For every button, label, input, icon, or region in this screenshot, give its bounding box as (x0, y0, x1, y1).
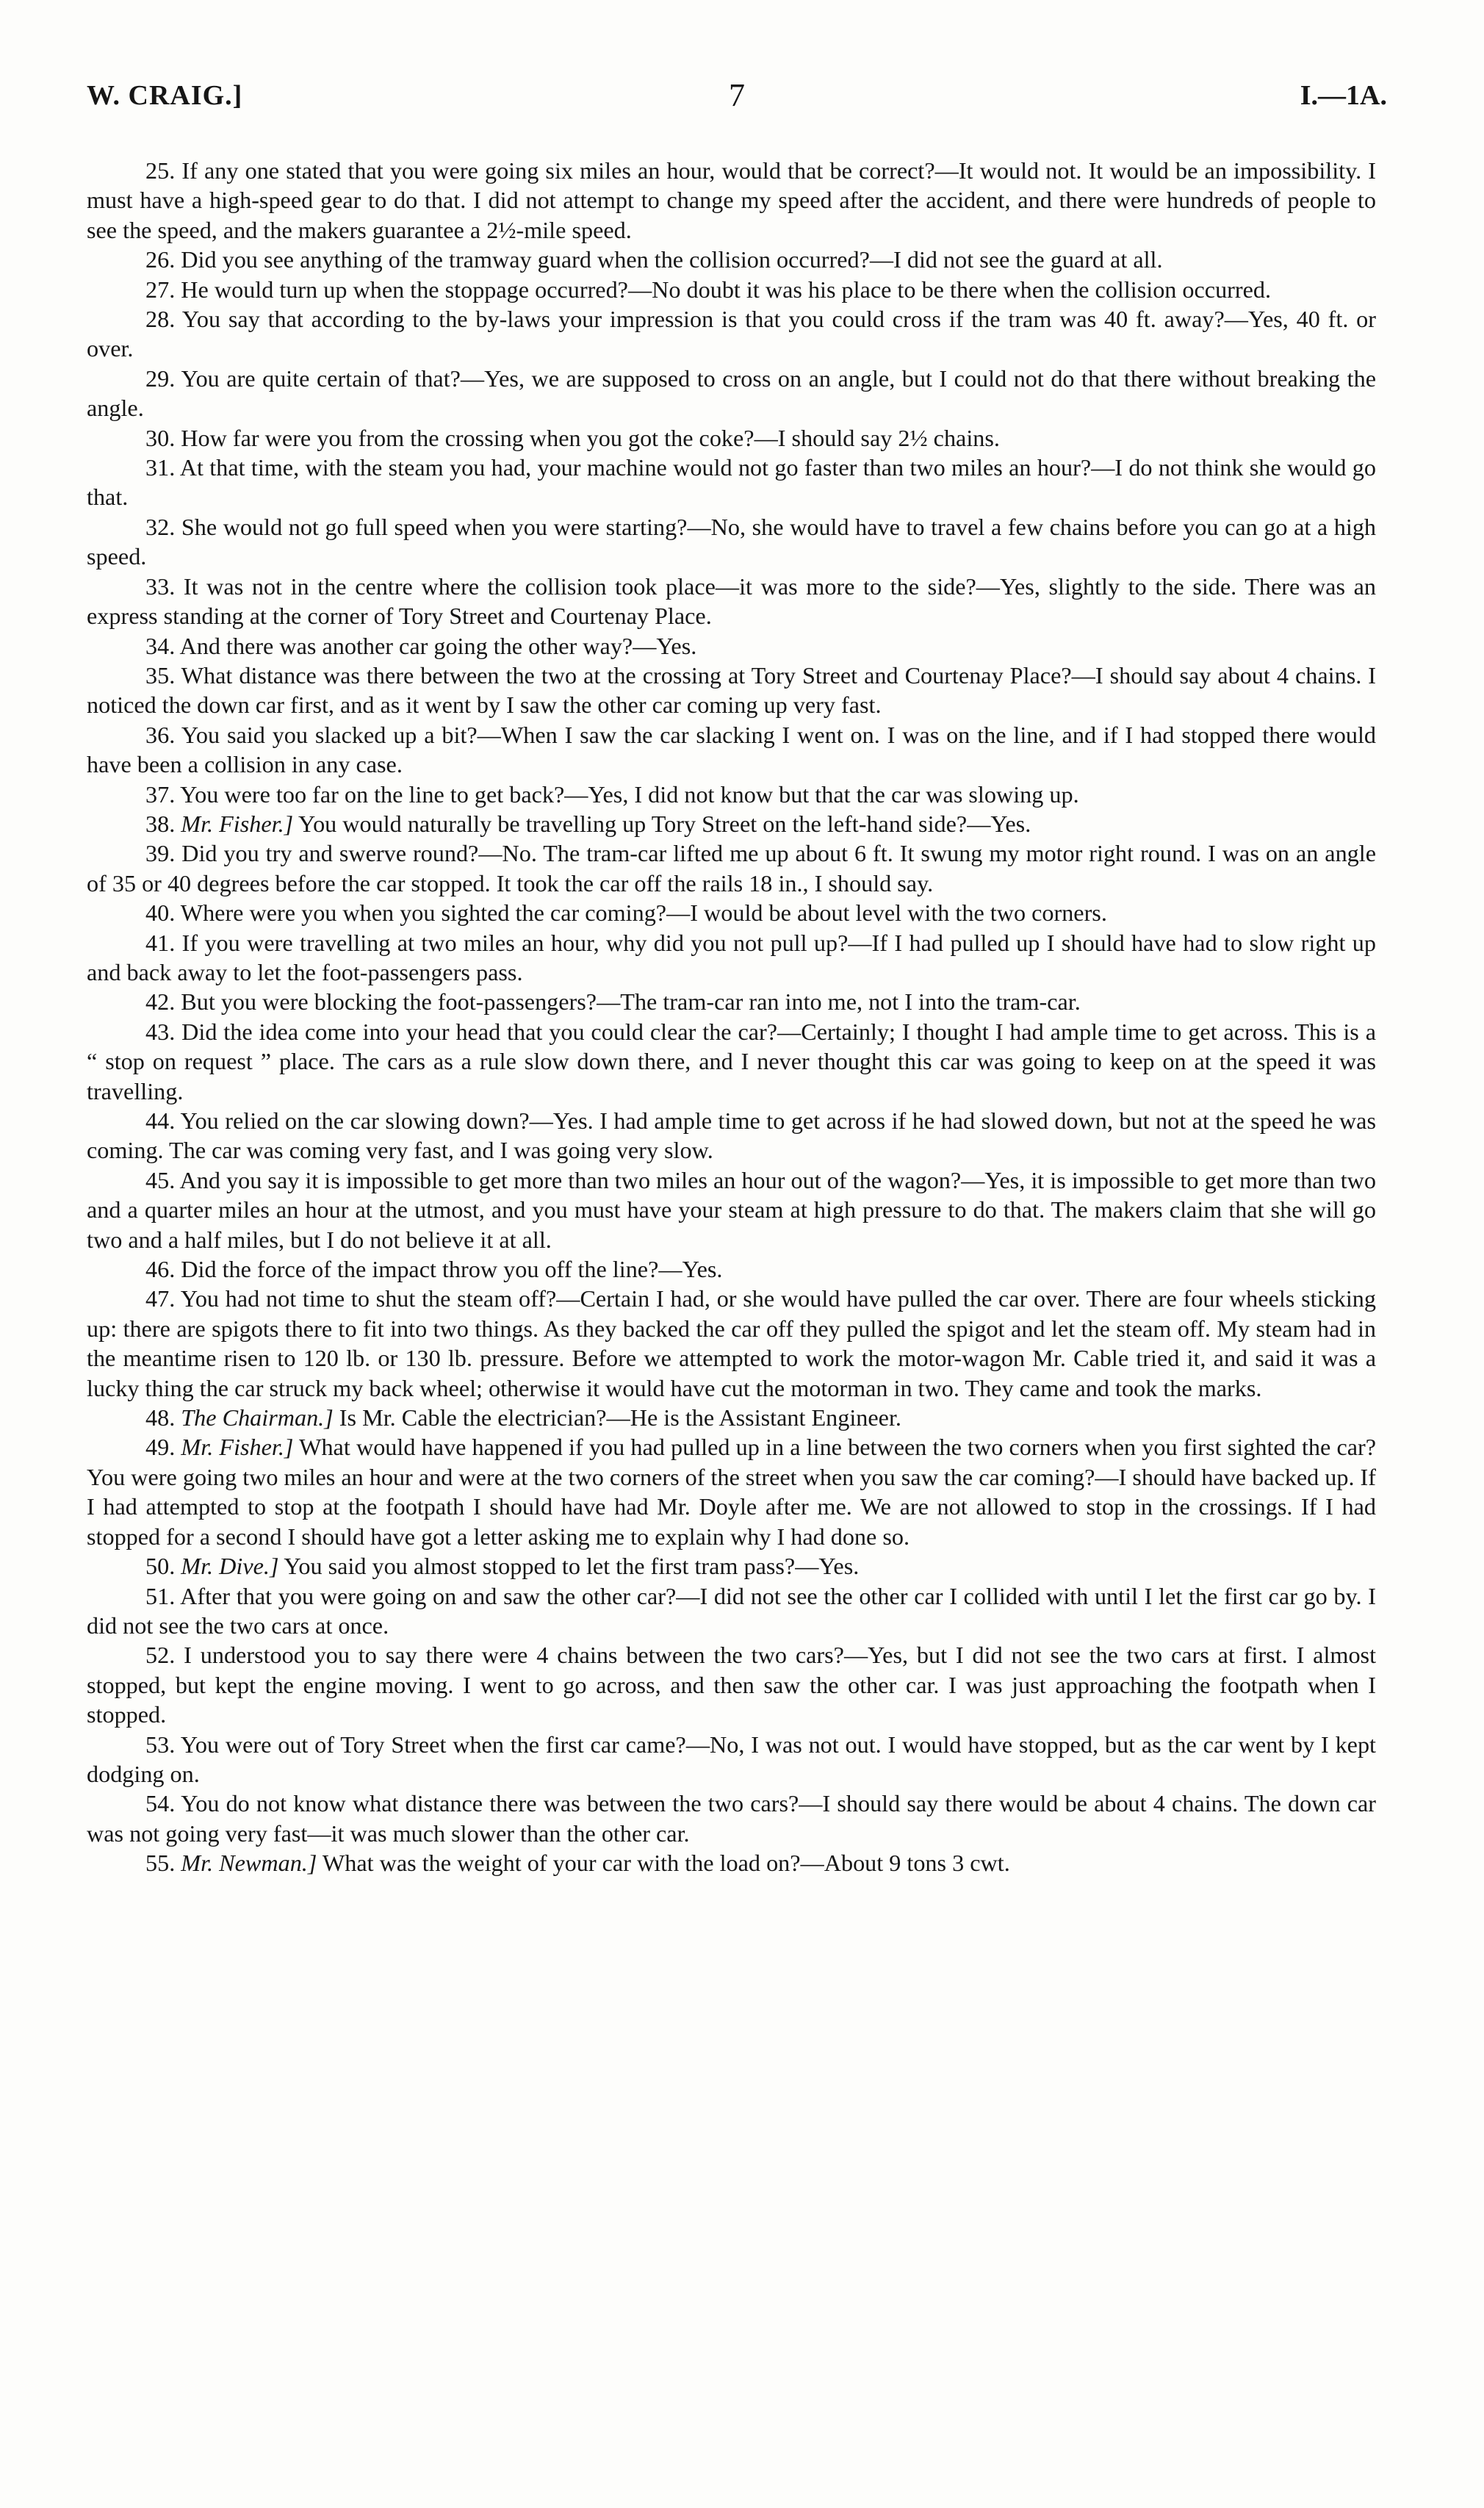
question-answer-text: And you say it is impossible to get more than two miles an hour out of the wagon?—Yes, it is impossible to get more than two and a quarter miles an hour at the utmost, and you must have your steam at high pressure to do that. The makers claim that she will go two and a half miles, but I do not believe it at all. (87, 1166, 1376, 1253)
question-answer-text: But you were blocking the foot-passengers?—The tram-car ran into me, not I into the tram-car. (181, 988, 1081, 1016)
question-number: 30. (145, 424, 176, 451)
question-answer-text: I understood you to say there were 4 chains between the two cars?—Yes, but I did not see the two cars at first. I almost stopped, but kept the engine moving. I went to go across, and then saw the other car. I was just approaching the footpath when I stopped. (87, 1642, 1377, 1728)
question-answer-text: If you were travelling at two miles an hour, why did you not pull up?—If I had pulled up I should have had to slow right up and back away to let the foot-passengers pass. (87, 929, 1376, 985)
question-number: 47. (145, 1285, 176, 1312)
question-answer-text: After that you were going on and saw the other car?—I did not see the other car I collided with until I let the first car go by. I did not see the two cars at once. (87, 1582, 1376, 1639)
question-paragraph (87, 838, 1376, 898)
question-answer-text: Did you try and swerve round?—No. The tram-car lifted me up about 6 ft. It swung my motor right round. I was on an angle of 35 or 40 degrees before the car stopped. It took the car off the rails 18 in., I should say. (87, 840, 1377, 897)
question-number: 37. (145, 780, 176, 808)
question-paragraph (87, 512, 1376, 572)
question-paragraph (87, 631, 1376, 661)
question-number: 48. (145, 1404, 176, 1431)
question-number: 50. (145, 1553, 176, 1580)
question-paragraph (87, 780, 1376, 809)
question-answer-text: You said you almost stopped to let the first tram pass?—Yes. (284, 1553, 860, 1580)
header-reference: I.—1A. (1300, 80, 1387, 111)
question-number: 53. (145, 1731, 176, 1758)
question-number: 43. (145, 1018, 176, 1045)
question-number: 41. (145, 929, 176, 956)
speaker-name: The Chairman.] (181, 1404, 334, 1431)
question-number: 38. (145, 810, 176, 837)
question-paragraph (87, 1551, 1376, 1581)
question-answer-text: What distance was there between the two at the crossing at Tory Street and Courtenay Place?—I should say about 4 chains. I noticed the down car first, and as it went by I saw the other car coming up very fast. (87, 661, 1376, 719)
question-number: 31. (145, 454, 176, 481)
question-answer-text: She would not go full speed when you were starting?—No, she would have to travel a few chains before you can go at a high speed. (87, 513, 1377, 570)
question-paragraph (87, 453, 1376, 512)
question-number: 49. (145, 1434, 176, 1461)
question-paragraph (87, 661, 1376, 720)
question-paragraph (87, 987, 1376, 1016)
question-paragraph (87, 1106, 1376, 1165)
speaker-name: Mr. Fisher.] (181, 1434, 294, 1461)
question-answer-text: And there was another car going the other way?—Yes. (179, 632, 697, 659)
question-answer-text: You say that according to the by-laws your impression is that you could cross if the tram was 40 ft. away?—Yes, 40 ft. or over. (87, 306, 1376, 362)
question-number: 32. (145, 513, 176, 540)
question-paragraph (87, 572, 1376, 631)
question-number: 34. (145, 632, 176, 659)
question-paragraph (87, 898, 1376, 927)
question-number: 25. (145, 157, 176, 184)
question-paragraph (87, 1284, 1376, 1403)
header-witness: W. CRAIG.] (87, 80, 243, 111)
question-paragraph (87, 275, 1376, 304)
question-paragraph (87, 364, 1376, 423)
speaker-name: Mr. Fisher.] (181, 810, 294, 837)
question-answer-text: What would have happened if you had pulled up in a line between the two corners when you first sighted the car? You were going two miles an hour and were at the two corners of the street when you saw the car coming?—I should have backed up. If I had attempted to stop at the footpath I should have had Mr. Doyle after me. We are not allowed to stop in the crossings. If I had stopped for a second I should have got a letter asking me to explain why I had done so. (87, 1434, 1377, 1550)
question-paragraph (87, 928, 1376, 988)
question-answer-text: You said you slacked up a bit?—When I saw the car slacking I went on. I was on the line, and if I had stopped there would have been a collision in any case. (87, 721, 1376, 778)
question-answer-text: Did you see anything of the tramway guard when the collision occurred?—I did not see the guard at all. (181, 246, 1163, 273)
question-answer-text: How far were you from the crossing when you got the coke?—I should say 2½ chains. (181, 424, 1000, 451)
question-paragraph (87, 1254, 1376, 1284)
question-number: 51. (145, 1582, 176, 1609)
question-answer-text: It was not in the centre where the collision took place—it was more to the side?—Yes, slightly to the side. There was an express standing at the corner of Tory Street and Courtenay Place. (87, 572, 1377, 630)
question-answer-text: You are quite certain of that?—Yes, we are supposed to cross on an angle, but I could not do that there without breaking the angle. (87, 364, 1376, 422)
question-paragraph (87, 1848, 1376, 1878)
question-number: 33. (145, 572, 176, 600)
document-body (87, 156, 1376, 1878)
question-paragraph (87, 156, 1376, 245)
question-paragraph (87, 1730, 1376, 1789)
question-paragraph (87, 1165, 1376, 1254)
question-paragraph (87, 1640, 1376, 1729)
question-answer-text: He would turn up when the stoppage occurred?—No doubt it was his place to be there when the collision occurred. (181, 276, 1272, 303)
question-paragraph (87, 304, 1376, 364)
question-paragraph (87, 1403, 1376, 1432)
speaker-name: Mr. Newman.] (181, 1850, 317, 1877)
question-answer-text: What was the weight of your car with the load on?—About 9 tons 3 cwt. (322, 1850, 1010, 1877)
question-paragraph (87, 245, 1376, 274)
question-answer-text: You had not time to shut the steam off?—Certain I had, or she would have pulled the car over. There are four wheels sticking up: there are spigots there to fit into two things. As they backed the car off they pulled the spigot and let the steam off. My steam had in the meantime risen to 120 lb. or 130 lb. pressure. Before we attempted to work the motor-wagon Mr. Cable tried it, and said it was a lucky thing the car struck my back wheel; otherwise it would have cut the motorman in two. They came and took the marks. (87, 1285, 1376, 1401)
question-paragraph (87, 1432, 1376, 1551)
question-answer-text: Did the idea come into your head that you could clear the car?—Certainly; I thought I had ample time to get across. This is a “ stop on request ” place. The cars as a rule slow down there, and I never thought this car was going to keep on at the speed it was travelling. (87, 1018, 1376, 1104)
question-answer-text: You were too far on the line to get back?—Yes, I did not know but that the car was slowing up. (180, 780, 1079, 808)
question-answer-text: Is Mr. Cable the electrician?—He is the Assistant Engineer. (339, 1404, 901, 1431)
question-answer-text: Where were you when you sighted the car coming?—I would be about level with the two corners. (180, 899, 1107, 927)
question-number: 29. (145, 364, 176, 392)
question-number: 27. (145, 276, 176, 303)
question-number: 42. (145, 988, 176, 1016)
question-paragraph (87, 423, 1376, 453)
question-number: 39. (145, 840, 176, 867)
question-number: 46. (145, 1256, 176, 1283)
question-paragraph (87, 1789, 1376, 1848)
question-number: 55. (145, 1850, 176, 1877)
question-answer-text: You do not know what distance there was between the two cars?—I should say there would be about 4 chains. The down car was not going very fast—it was much slower than the other car. (87, 1790, 1376, 1847)
question-paragraph (87, 1581, 1376, 1641)
question-number: 28. (145, 306, 176, 333)
question-number: 54. (145, 1790, 176, 1817)
question-number: 40. (145, 899, 176, 927)
question-answer-text: You would naturally be travelling up Tory Street on the left-hand side?—Yes. (298, 810, 1031, 837)
question-number: 45. (145, 1166, 176, 1193)
speaker-name: Mr. Dive.] (181, 1553, 279, 1580)
question-answer-text: Did the force of the impact throw you off the line?—Yes. (181, 1256, 723, 1283)
question-paragraph (87, 720, 1376, 780)
question-number: 36. (145, 721, 176, 748)
question-answer-text: You were out of Tory Street when the first car came?—No, I was not out. I would have stopped, but as the car went by I kept dodging on. (87, 1731, 1376, 1787)
page-number: 7 (729, 77, 745, 113)
question-number: 35. (145, 661, 176, 689)
question-paragraph (87, 809, 1376, 838)
question-number: 44. (145, 1107, 176, 1134)
question-answer-text: If any one stated that you were going six miles an hour, would that be correct?—It would not. It would be an impossibility. I must have a high-speed gear to do that. I did not attempt to change my speed after the accident, and there were hundreds of people to see the speed, and the makers guarantee a 2½-mile speed. (87, 157, 1377, 243)
page-header (87, 79, 1387, 123)
question-answer-text: You relied on the car slowing down?—Yes. I had ample time to get across if he had slowed down, but not at the speed he was coming. The car was coming very fast, and I was going very slow. (87, 1107, 1376, 1164)
question-number: 26. (145, 246, 176, 273)
question-answer-text: At that time, with the steam you had, your machine would not go faster than two miles an hour?—I do not think she would go that. (87, 454, 1376, 511)
question-paragraph (87, 1017, 1376, 1106)
question-number: 52. (145, 1642, 176, 1669)
